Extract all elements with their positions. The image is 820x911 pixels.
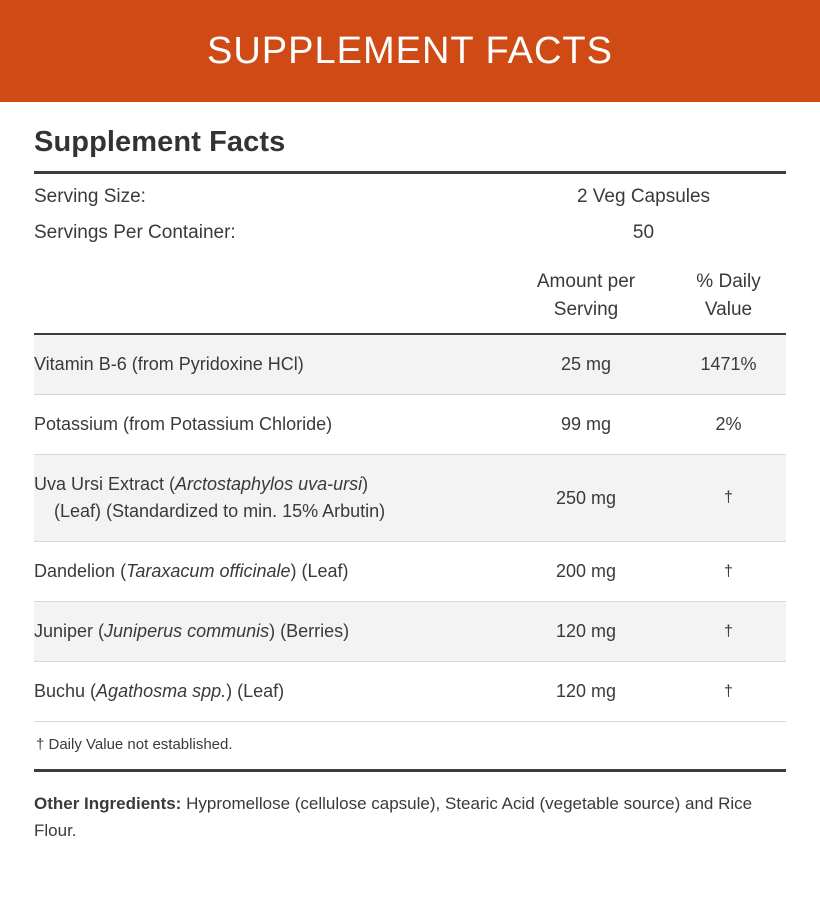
nutrient-name-latin: Juniperus communis [104,621,270,642]
supplement-facts-panel [0,126,820,844]
nutrient-name-latin: Agathosma spp. [96,681,227,702]
banner-title: SUPPLEMENT FACTS [207,30,613,72]
nutrient-name-suffix: ) (Leaf) [226,681,285,702]
column-header-amount [501,268,671,323]
nutrient-name-suffix: ) (Berries) [269,621,350,642]
nutrient-name-prefix: Potassium (from Potassium Chloride) [34,414,333,435]
nutrient-daily-value-cell: † [671,455,786,542]
nutrient-amount-cell: 120 mg [501,602,671,662]
column-header-amount-line1: Amount per [536,271,636,292]
daily-value-footnote: † Daily Value not established. [36,736,233,754]
nutrient-table [34,335,786,722]
nutrient-name-prefix: Vitamin B-6 (from Pyridoxine HCl) [34,354,304,375]
table-row [34,335,786,395]
nutrient-amount-cell: 250 mg [501,455,671,542]
serving-size-value: 2 Veg Capsules [576,186,711,207]
nutrient-daily-value-cell: † [671,542,786,602]
table-row [34,455,786,542]
table-row [34,662,786,722]
nutrient-name-cell [34,395,501,455]
nutrient-amount-cell: 200 mg [501,542,671,602]
page-banner [0,0,820,102]
panel-title: Supplement Facts [34,126,286,158]
nutrient-name-prefix: Uva Ursi Extract ( [34,474,176,495]
other-ingredients [34,772,786,844]
nutrient-name-prefix: Juniper ( [34,621,105,642]
serving-size-row [34,174,786,210]
table-row [34,542,786,602]
nutrient-amount-cell: 25 mg [501,335,671,395]
table-row [34,395,786,455]
other-ingredients-label: Other Ingredients: [34,794,182,814]
nutrient-name-cell [34,335,501,395]
serving-size-label: Serving Size: [34,186,146,207]
other-ingredients-text: Hypromellose (cellulose capsule), Stearic Acid (vegetable source) and Rice Flour. [34,794,753,841]
servings-per-container-value: 50 [632,222,655,243]
table-row [34,602,786,662]
nutrient-amount-cell: 120 mg [501,662,671,722]
column-header-daily-value [671,268,786,323]
nutrient-daily-value-cell: 2% [671,395,786,455]
column-header-amount-line2: Serving [553,298,619,320]
nutrient-name-cell [34,602,501,662]
servings-per-container-row [34,210,786,246]
nutrient-name-latin: Arctostaphylos uva-ursi [175,474,363,495]
nutrient-name-latin: Taraxacum officinale [126,561,291,582]
nutrient-name-cell [34,662,501,722]
nutrient-daily-value-cell: 1471% [671,335,786,395]
nutrient-name-cell [34,455,501,542]
nutrient-amount-cell: 99 mg [501,395,671,455]
nutrient-daily-value-cell: † [671,662,786,722]
nutrient-name-suffix: ) (Leaf) [290,561,349,582]
column-headers [34,246,786,333]
column-header-dv-line2: Value [704,298,753,320]
servings-per-container-label: Servings Per Container: [34,222,236,243]
nutrient-name-prefix: Dandelion ( [34,561,127,582]
column-header-dv-line1: % Daily [696,271,761,292]
nutrient-name-cell [34,542,501,602]
nutrient-daily-value-cell: † [671,602,786,662]
nutrient-name-suffix: ) [362,474,369,495]
nutrient-name-second-line: (Leaf) (Standardized to min. 15% Arbutin) [54,501,386,522]
nutrient-name-prefix: Buchu ( [34,681,97,702]
